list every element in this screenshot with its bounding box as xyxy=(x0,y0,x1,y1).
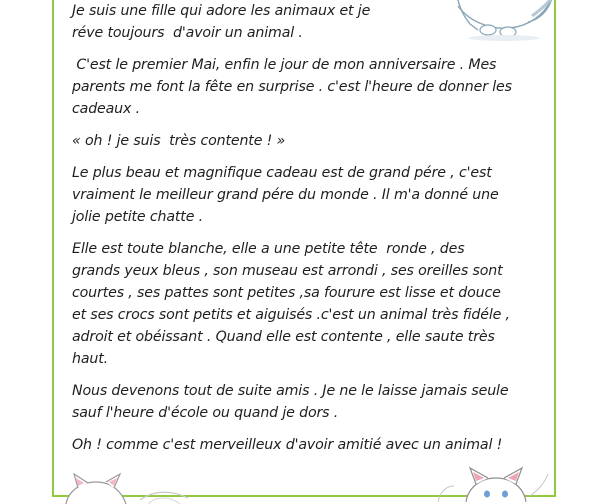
story-paragraph xyxy=(72,0,542,44)
cat-icon xyxy=(430,466,554,502)
story-line: parents me font la fête en surprise . c'est l'heure de donner les xyxy=(72,79,512,95)
story-line: vraiment le meilleur grand pére du monde . Il m'a donné une xyxy=(72,187,499,203)
story-line: Elle est toute blanche, elle a une petite tête ronde , des xyxy=(72,241,465,257)
story-line: jolie petite chatte . xyxy=(72,209,203,225)
story-text xyxy=(72,0,542,466)
story-paragraph xyxy=(72,434,542,456)
story-paragraph xyxy=(72,238,542,370)
story-paragraph xyxy=(72,162,542,228)
story-line: Oh ! comme c'est merveilleux d'avoir amitié avec un animal ! xyxy=(72,437,503,453)
story-line: Je suis une fille qui adore les animaux et je xyxy=(72,3,371,19)
story-line: haut. xyxy=(72,351,109,367)
story-line: Le plus beau et magnifique cadeau est de grand pére , c'est xyxy=(72,165,492,181)
story-paragraph xyxy=(72,54,542,120)
story-line: et ses crocs sont petits et aiguisés .c'est un animal très fidéle , xyxy=(72,307,510,323)
story-line: Nous devenons tout de suite amis . Je ne le laisse jamais seule xyxy=(72,383,509,399)
story-paragraph xyxy=(72,130,542,152)
story-line: courtes , ses pattes sont petites ,sa fourure est lisse et douce xyxy=(72,285,501,301)
story-paragraph xyxy=(72,380,542,424)
story-line: cadeaux . xyxy=(72,101,140,117)
story-line: sauf l'heure d'école ou quand je dors . xyxy=(72,405,339,421)
story-line: C'est le premier Mai, enfin le jour de mon anniversaire . Mes xyxy=(72,57,497,73)
story-line: adroit et obéissant . Quand elle est contente , elle saute très xyxy=(72,329,495,345)
story-line: réve toujours d'avoir un animal . xyxy=(72,25,303,41)
cat-icon xyxy=(56,470,196,504)
story-line: grands yeux bleus , son museau est arrondi , ses oreilles sont xyxy=(72,263,503,279)
story-line: « oh ! je suis très contente ! » xyxy=(72,133,286,149)
